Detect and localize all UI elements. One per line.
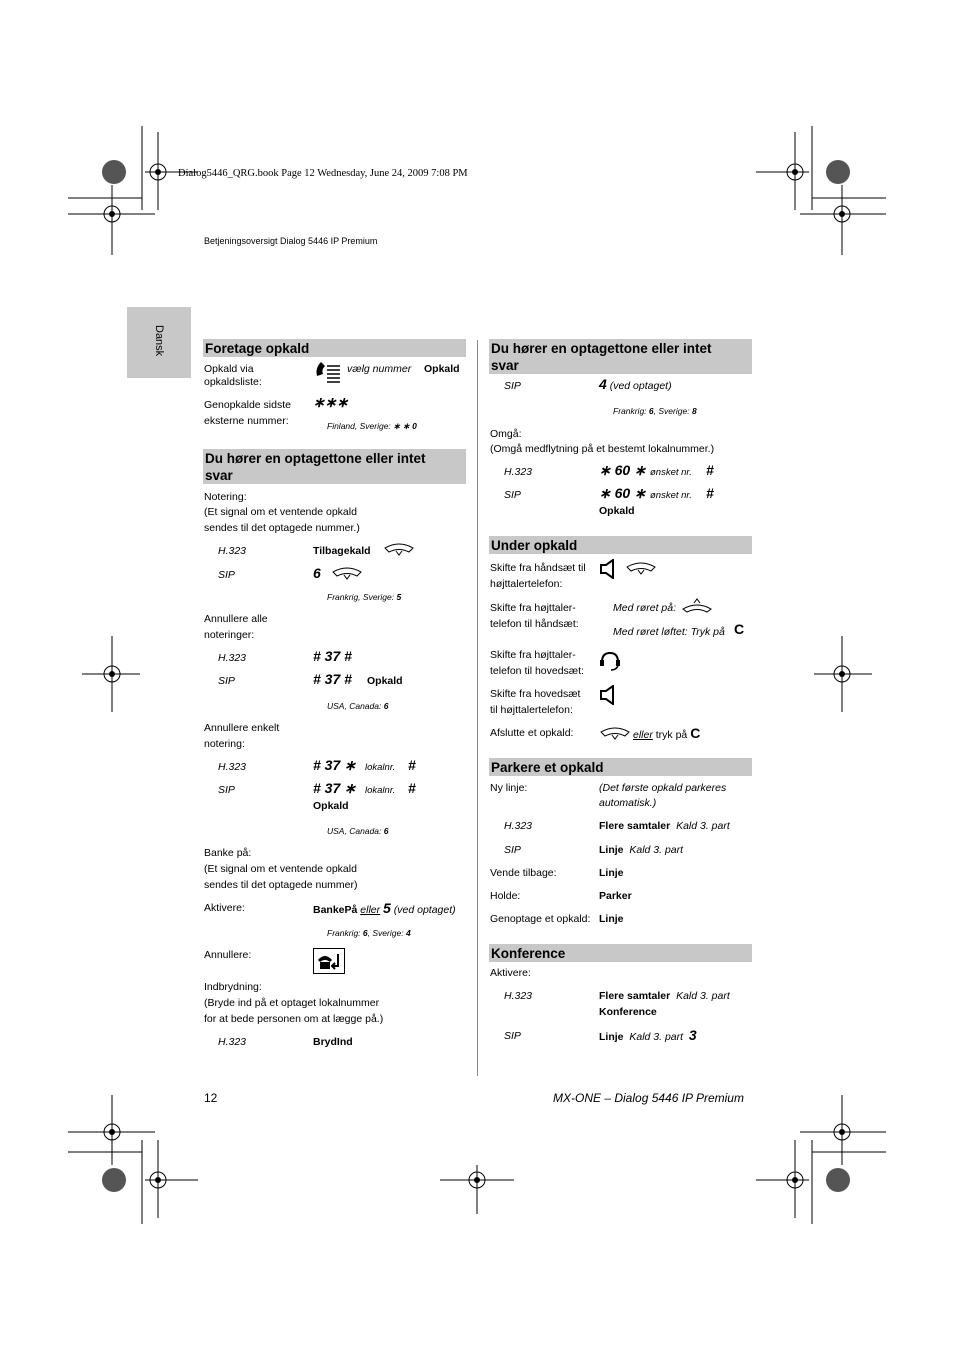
section-title-line: Du hører en optagettone eller intet [205,451,426,466]
label: Skifte fra hovedsæt [490,688,581,700]
desc: (Et signal om et ventende opkald [204,863,357,875]
key-sequence: ∗∗∗ [313,394,349,410]
label: Afslutte et opkald: [490,727,574,739]
conjunction: eller [360,904,381,916]
note: Kald 3. part [676,820,730,832]
label: Vende tilbage: [490,867,557,879]
note-keys: 8 [691,406,697,416]
softkey-opkald: Opkald [367,675,403,687]
label: opkaldsliste: [204,376,262,388]
column-divider [477,340,478,1076]
label: telefon til håndsæt: [490,618,579,630]
key-4: 4 [599,376,607,392]
footer-product: MX-ONE – Dialog 5446 IP Premium [553,1091,744,1105]
note: USA, Canada: [327,701,382,711]
note: ønsket nr. [650,490,692,501]
headset-icon [599,651,621,671]
softkey-linje: Linje [599,867,624,879]
key-sequence: ∗ 60 ∗ [599,485,646,501]
note: Kald 3. part [629,1031,684,1043]
note: Finland, Sverige: [327,421,391,431]
section-foretage-opkald: Foretage opkald [203,339,466,357]
key-sequence: # 37 # [313,671,352,687]
note-keys: 6 [383,826,389,836]
section-title-line: svar [491,358,519,373]
softkey-linje: Linje [599,844,624,856]
section-title-line: svar [205,468,233,483]
note: Kald 3. part [629,844,684,856]
key-3: 3 [688,1027,697,1043]
protocol-label: H.323 [504,820,533,832]
note: Frankrig: [327,928,361,938]
label: notering: [204,738,245,750]
note: tryk på [655,729,688,741]
note-keys: 6 [648,406,654,416]
note-keys: 4 [405,928,411,938]
protocol-label: H.323 [504,466,533,478]
softkey-linje: Linje [599,1031,624,1043]
softkey-bankepa: BankePå [313,904,358,916]
side-tab [127,307,191,378]
handset-onhook-icon [599,726,631,740]
page-number: 12 [204,1091,218,1105]
section-title-line: Du hører en optagettone eller intet [491,341,712,356]
key-c: C [734,621,745,637]
softkey-konference: Konference [599,1006,657,1018]
speaker-icon [599,685,619,705]
softkey-flere-samtaler: Flere samtaler [599,990,671,1002]
note: USA, Canada: [327,826,382,836]
subhead: Omgå: [490,428,522,440]
label: Skifte fra højttaler- [490,602,576,614]
protocol-label: H.323 [218,652,247,664]
print-info: Dialog5446_QRG.book Page 12 Wednesday, June 24, 2009 7:08 PM [178,168,468,179]
label: Skifte fra håndsæt til [490,562,586,574]
protocol-label: H.323 [504,990,533,1002]
softkey-opkald: Opkald [313,800,349,812]
label: Opkald via [204,363,254,375]
subhead: Indbrydning: [204,981,262,993]
protocol-label: SIP [504,844,521,856]
softkey-tilbagekald: Tilbagekald [313,545,371,557]
label: Skifte fra højttaler- [490,649,576,661]
softkey-brydind: BrydInd [313,1036,353,1048]
desc: sendes til det optagede nummer) [204,879,358,891]
handset-offhook-icon [681,597,713,613]
subhead: Notering: [204,491,247,503]
note: , Sverige: [367,928,404,938]
protocol-label: SIP [218,569,235,581]
label: Annullere enkelt [204,722,280,734]
side-tab-label: Dansk [153,325,165,357]
section-optagettone-right [489,339,752,374]
desc: sendes til det optagede nummer.) [204,522,360,534]
protocol-label: H.323 [218,1036,247,1048]
note: Med røret på: [613,602,677,614]
key-6: 6 [313,565,321,581]
note: (ved optaget) [393,904,456,916]
desc: (Det første opkald parkeres [599,782,727,794]
subhead: Ny linje: [490,782,528,794]
key-sequence: ∗ 60 ∗ [599,462,646,478]
protocol-label: SIP [504,489,521,501]
protocol-label: H.323 [218,761,247,773]
call-list-icon [313,358,341,384]
protocol-label: SIP [504,1030,521,1042]
section-parkere: Parkere et opkald [489,758,752,776]
key-5: 5 [383,900,391,916]
section-konference: Konference [489,944,752,962]
note: lokalnr. [365,785,396,796]
label: Aktivere: [204,902,245,914]
key-sequence: # 37 ∗ [313,780,356,796]
doc-title: Betjeningsoversigt Dialog 5446 IP Premium [204,236,378,246]
handset-onhook-icon [331,566,363,580]
softkey-parker: Parker [599,890,632,902]
note-keys: ∗ ∗ 0 [393,421,417,431]
section-under-opkald: Under opkald [489,536,752,554]
label: eksterne nummer: [204,415,289,427]
note: vælg nummer [347,363,412,375]
label: telefon til hovedsæt: [490,665,584,677]
label: højttalertelefon: [490,578,563,590]
label: Holde: [490,890,521,902]
desc: (Et signal om et ventende opkald [204,506,357,518]
label: Genoptage et opkald: [490,913,591,925]
note-keys: 6 [362,928,368,938]
protocol-label: SIP [504,380,521,392]
phone-key-icon [313,948,345,974]
label: noteringer: [204,629,255,641]
key-c: C [690,725,701,741]
label: til højttalertelefon: [490,704,573,716]
softkey-opkald: Opkald [424,363,460,375]
key-sequence: # 37 ∗ [313,757,356,773]
note: ønsket nr. [650,467,692,478]
softkey-linje: Linje [599,913,624,925]
note: Frankrig, Sverige: [327,592,395,602]
subhead: Banke på: [204,847,252,859]
protocol-label: SIP [218,675,235,687]
key-hash: # [408,780,416,796]
protocol-label: H.323 [218,545,247,557]
desc: (Omgå medflytning på et bestemt lokalnummer.) [490,443,715,455]
protocol-label: SIP [218,784,235,796]
note: Med røret løftet: Tryk på [613,626,725,638]
note-keys: 6 [383,701,389,711]
note: (ved optaget) [609,380,672,392]
note: Frankrig: [613,406,647,416]
key-hash: # [706,485,714,501]
handset-onhook-icon [383,542,415,556]
desc: for at bede personen om at lægge på.) [204,1013,384,1025]
note: lokalnr. [365,762,396,773]
softkey-opkald: Opkald [599,505,635,517]
desc: (Bryde ind på et optaget lokalnummer [204,997,380,1009]
note: Kald 3. part [676,990,730,1002]
softkey-flere-samtaler: Flere samtaler [599,820,671,832]
conjunction: eller [633,729,653,741]
label: Annullere alle [204,613,268,625]
key-hash: # [408,757,416,773]
key-hash: # [706,462,714,478]
desc: automatisk.) [599,797,657,809]
key-sequence: # 37 # [313,648,352,664]
label: Genopkalde sidste [204,399,291,411]
handset-onhook-icon [625,561,657,575]
speaker-icon [599,559,619,579]
section-optagettone-left [203,449,466,484]
note-keys: 5 [396,592,402,602]
note: , Sverige: [653,406,690,416]
label: Annullere: [204,949,252,961]
label: Aktivere: [490,967,531,979]
